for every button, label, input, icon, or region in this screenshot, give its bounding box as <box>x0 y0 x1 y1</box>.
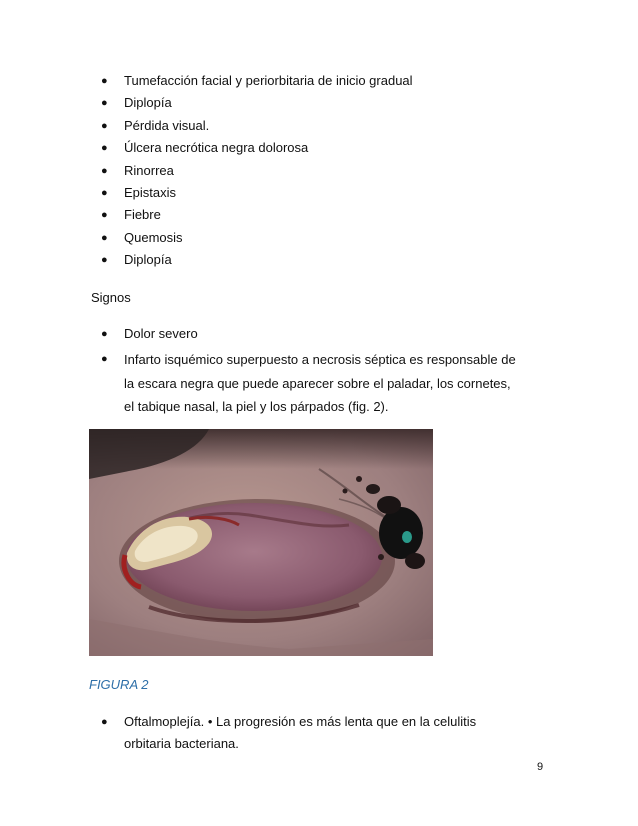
bullet-icon: ● <box>101 716 108 728</box>
section-heading-signs: Signos <box>91 290 131 305</box>
bullet-icon: ● <box>101 97 108 110</box>
list-item: ● Oftalmoplejía. • La progresión es más lenta que en la celulitis orbitaria bacteriana. <box>0 711 524 755</box>
bullet-icon: ● <box>101 231 108 244</box>
signs-list <box>0 323 524 418</box>
list-item: ● Pérdida visual. <box>0 115 524 137</box>
list-item: ● Diplopía <box>0 249 524 271</box>
symptoms-list <box>0 70 524 272</box>
bullet-icon: ● <box>101 75 108 87</box>
bullet-icon: ● <box>101 328 108 340</box>
necrotic-eyelid-photo <box>89 429 433 656</box>
bullet-icon: ● <box>101 209 108 222</box>
list-item: ● Fiebre <box>0 204 524 226</box>
list-item: ● Infarto isquémico superpuesto a necrosis séptica es responsable de la escara negra que puede aparecer sobre el paladar, los cornetes, el tabique nasal, la piel y los párpados (fig. 2). <box>0 348 524 418</box>
list-item: ● Úlcera necrótica negra dolorosa <box>0 137 524 159</box>
clinical-photo <box>89 429 433 656</box>
list-item: ● Tumefacción facial y periorbitaria de inicio gradual <box>0 70 524 92</box>
bullet-icon: ● <box>101 164 108 177</box>
bullet-icon: ● <box>101 187 108 200</box>
list-item: ● Diplopía <box>0 92 524 114</box>
after-figure-list <box>0 711 524 755</box>
list-item: ● Dolor severo <box>0 323 524 345</box>
list-item: ● Epistaxis <box>0 182 524 204</box>
bullet-icon: ● <box>101 254 108 267</box>
bullet-icon: ● <box>101 119 108 132</box>
bullet-icon: ● <box>101 142 108 155</box>
list-item: ● Rinorrea <box>0 160 524 182</box>
list-item: ● Quemosis <box>0 227 524 249</box>
page-number: 9 <box>537 761 544 773</box>
figure-caption: FIGURA 2 <box>89 677 149 692</box>
bullet-icon: ● <box>101 353 108 366</box>
